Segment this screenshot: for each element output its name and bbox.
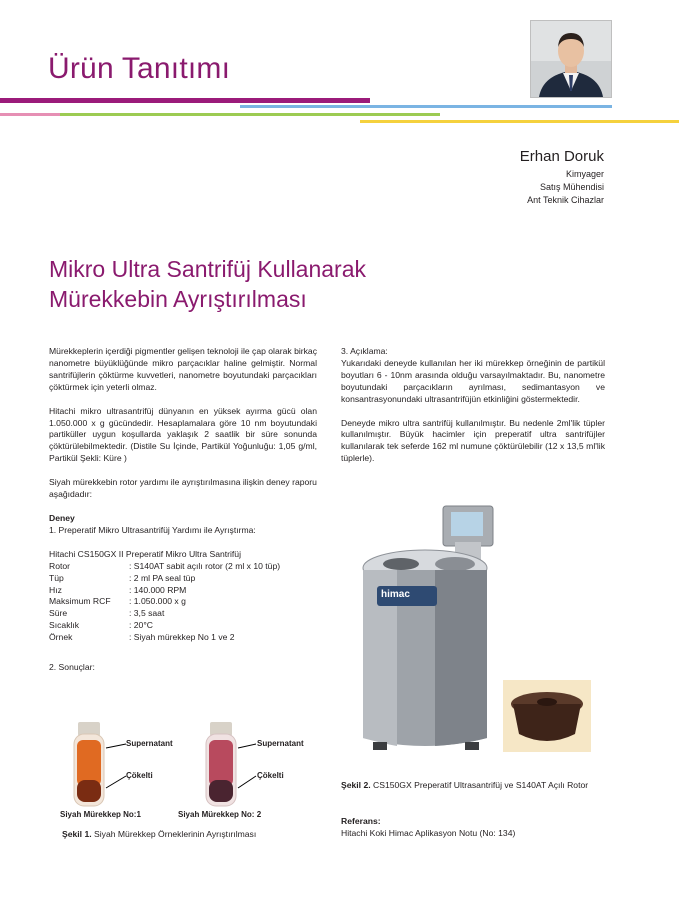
spec-value: : Siyah mürekkep No 1 ve 2: [129, 632, 235, 643]
spec-list: [49, 561, 317, 644]
author-portrait-illustration: [531, 21, 611, 97]
label-supernatant-2: Supernatant: [257, 739, 304, 748]
label-cokelti-1: Çökelti: [126, 771, 153, 780]
spec-value: : 2 ml PA seal tüp: [129, 572, 196, 583]
centrifuge-brand: himac: [381, 589, 410, 600]
spec-key: Tüp: [49, 572, 64, 583]
right-column: [341, 346, 605, 477]
label-supernatant-1: Supernatant: [126, 739, 173, 748]
spec-row: [49, 561, 317, 573]
spec-row: [49, 620, 317, 632]
spec-value: : 140.000 RPM: [129, 584, 187, 595]
spec-key: Maksimum RCF: [49, 596, 111, 607]
references-text: Hitachi Koki Himac Aplikasyon Notu (No: 134): [341, 827, 516, 838]
author-name: Erhan Doruk: [519, 148, 604, 165]
spec-row: [49, 632, 317, 644]
figure-1-caption-text: Siyah Mürekkep Örneklerinin Ayrıştırılması: [91, 829, 257, 839]
author-company: Ant Teknik Cihazlar: [527, 195, 604, 205]
spec-value: : 20°C: [129, 620, 153, 631]
spec-row: [49, 573, 317, 585]
figure-2-caption: [341, 779, 605, 791]
spec-row: [49, 596, 317, 608]
spec-row: [49, 585, 317, 597]
author-info: [520, 148, 604, 207]
paragraph-explanation: Yukarıdaki deneyde kullanılan her iki mürekkep örneğinin de partikül boyutları 6 - 10nm arasında olduğu varsayılmaktadır. Bu, nanometre boyutundaki parçacıkların ayrılması, sedimantasyon ve konsantrasyonundaki ultrasantrifüjün etkinliğini göstermektedir.: [341, 357, 605, 404]
bar-blue: [240, 105, 612, 108]
spec-key: Örnek: [49, 632, 73, 643]
spec-value: : 1.050.000 x g: [129, 596, 186, 607]
bar-purple: [0, 98, 370, 103]
figure-2: [355, 498, 605, 760]
spec-key: Hız: [49, 584, 62, 595]
spec-value: : S140AT sabit açılı rotor (2 ml x 10 tüp): [129, 560, 281, 571]
deney-heading: Deney: [49, 512, 75, 523]
figure-2-caption-num: Şekil 2.: [341, 780, 371, 790]
centrifuge-illustration: [355, 498, 605, 760]
article-title-line2: Mürekkebin Ayrıştırılması: [49, 286, 307, 312]
device-name: Hitachi CS150GX II Preperatif Mikro Ultra Santrifüj: [49, 548, 241, 559]
label-sample-2: Siyah Mürekkep No: 2: [178, 810, 262, 819]
paragraph-hitachi: Hitachi mikro ultrasantrifüj dünyanın en yüksek ayırma gücü olan 1.050.000 x g gücündedir. Hesaplamalara göre 10 nm boyutundaki partiküller uygun koşullarda yaklaşık 2 saatlik bir süre sonunda çöktürülebilmektedir. (Distile Su İçinde, Partikül Yoğunluğu: 1,05 g/ml, Partikül Şekli: Küre ): [49, 405, 317, 464]
references: [341, 816, 605, 840]
author-title: Kimyager: [565, 169, 604, 179]
spec-key: Sıcaklık: [49, 620, 80, 631]
figure-2-caption-text: CS150GX Preperatif Ultrasantrifüj ve S140AT Açılı Rotor: [370, 780, 589, 790]
references-heading: Referans:: [341, 816, 381, 826]
section-title: Ürün Tanıtımı: [48, 52, 231, 85]
paragraph-intro: Mürekkeplerin içerdiği pigmentler gelişen teknoloji ile çap olarak birkaç nanometre büyüklüğünde mikro parçacıklar haline gelmiştir. Normal santrifüjlerin çöktürme kuvvetleri, nanometre boyutundaki parçacıkları çöktürmek için yeterli olmaz.: [49, 346, 317, 392]
label-sample-1: Siyah Mürekkep No:1: [60, 810, 141, 819]
deney-item: 1. Preperatif Mikro Ultrasantrifüj Yardımı ile Ayrıştırma:: [49, 524, 256, 535]
spec-key: Rotor: [49, 560, 71, 571]
left-column: [49, 346, 317, 674]
figure-1: [60, 718, 320, 828]
article-title-line1: Mikro Ultra Santrifüj Kullanarak: [49, 256, 367, 282]
explanation-heading: 3. Açıklama:: [341, 346, 388, 356]
figure-1-caption: [62, 829, 256, 839]
ink-tubes-illustration: [60, 718, 320, 818]
paragraph-report: Siyah mürekkebin rotor yardımı ile ayrıştırılmasına ilişkin deney raporu aşağıdadır:: [49, 477, 317, 500]
results-heading: 2. Sonuçlar:: [49, 662, 95, 673]
article-title: [49, 254, 366, 314]
bar-yellow: [360, 120, 679, 123]
spec-value: : 3,5 saat: [129, 608, 165, 619]
figure-1-caption-num: Şekil 1.: [62, 829, 92, 839]
bar-green: [60, 113, 440, 116]
author-role: Satış Mühendisi: [539, 182, 604, 192]
author-photo: [530, 20, 612, 98]
spec-key: Süre: [49, 608, 68, 619]
spec-row: [49, 608, 317, 620]
paragraph-tubes: Deneyde mikro ultra santrifüj kullanılmıştır. Bu nedenle 2ml'lik tüpler kullanılmıştır. Büyük hacimler için preperatif ultra santrifüjler kullanılarak tek seferde 162 ml numune çöktürülebilir (12 x 13,5 ml'lik tüplerle).: [341, 417, 605, 464]
label-cokelti-2: Çökelti: [257, 771, 284, 780]
